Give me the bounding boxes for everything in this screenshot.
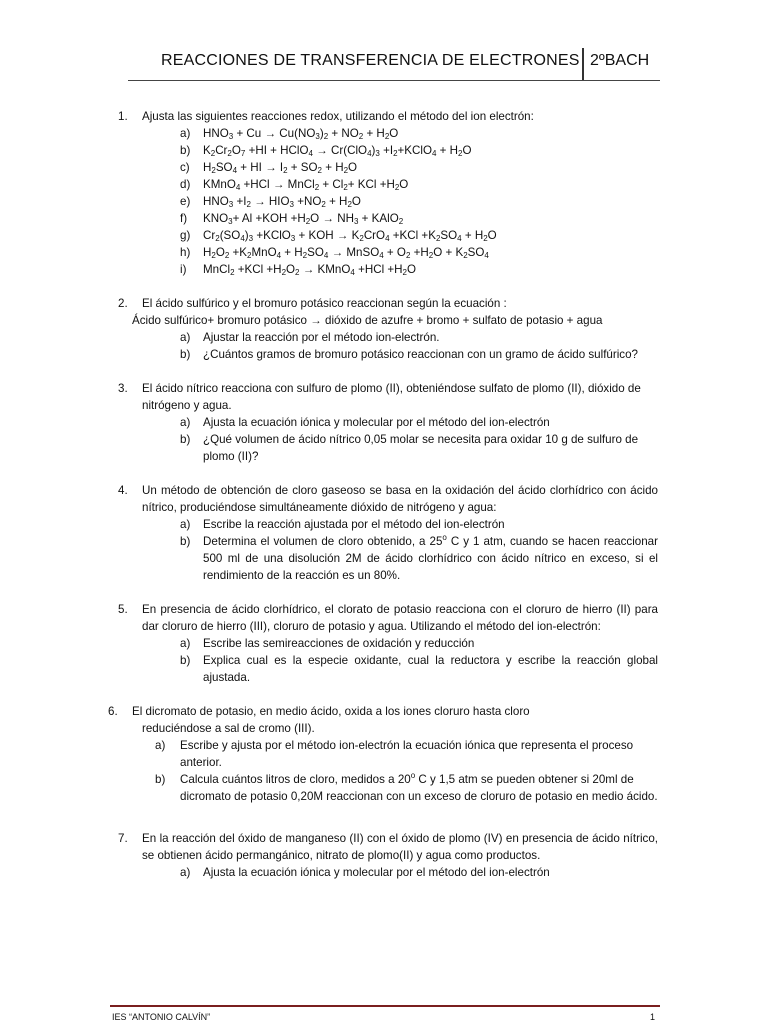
question-6	[0, 703, 768, 805]
header-course: 2ºBACH	[590, 52, 650, 69]
exercise-list	[0, 108, 768, 898]
footer-rule	[110, 1005, 660, 1007]
chemical-equation: $K_2Cr_2O_7 +HI$ + HClO$_4$ → $Cr(ClO_4)_3$ $+I_2+KClO_4 + H_2O$	[203, 144, 472, 158]
question-5	[0, 601, 768, 686]
reaction-item: g) $Cr_2(SO_4)_3$ +KClO$_3$ + KOH → $K_2CrO_4 +KCl +K_2SO_4 + H_2O$	[180, 229, 497, 243]
page-number: 1	[650, 1012, 656, 1022]
question-text: En la reacción del óxido de manganeso (II) con el óxido de plomo (IV) en presencia de ácido nítrico, se obtienen ácido permangánico, nitrato de plomo(II) y agua como productos.	[142, 832, 658, 862]
question-number: 2.	[118, 297, 128, 310]
question-2	[0, 295, 768, 363]
reaction-item: i) MnCl$_2$ $+KCl +H_2O_2$ → KMnO$_4$ $+HCl +H_2O$	[180, 263, 417, 277]
subquestion-a: a) Escribe las semireacciones de oxidación y reducción	[180, 637, 475, 650]
reaction-item: f) $KNO_3+ Al +KOH +H_2O \to NH_3$ + KAlO$_2$	[180, 212, 404, 226]
chemical-equation: $HNO_3 +I_2 \to HIO_3 +NO_2 + H_2O$	[203, 195, 361, 209]
question-3	[0, 380, 768, 465]
subquestion-a: a) Ajustar la reacción por el método ion-electrón.	[180, 331, 440, 344]
footer-school: IES “ANTONIO CALVÍN”	[112, 1012, 211, 1022]
question-text: El ácido nítrico reacciona con sulfuro de plomo (II), obteniéndose sulfato de plomo (II), dióxido de nitrógeno y agua.	[142, 382, 641, 412]
subquestion-b: b) ¿Qué volumen de ácido nítrico 0,05 molar se necesita para oxidar 10 g de sulfuro de plomo (II)?	[180, 433, 639, 463]
reaction-item: b) $K_2Cr_2O_7 +HI$ + HClO$_4$ → $Cr(ClO_4)_3$ $+I_2+KClO_4 + H_2O$	[180, 144, 472, 158]
question-7	[0, 830, 768, 881]
question-text: Un método de obtención de cloro gaseoso se basa en la oxidación del ácido clorhídrico con ácido nítrico, produciéndose simultáneamente dióxido de nitrógeno y agua:	[142, 484, 658, 514]
header-separator	[582, 48, 584, 80]
question-text: El dicromato de potasio, en medio ácido, oxida a los iones cloruro hasta cloro	[132, 705, 530, 718]
question-text: El ácido sulfúrico y el bromuro potásico reaccionan según la ecuación :	[142, 297, 507, 310]
chemical-equation: $H_2O_2 +K_2MnO_4 + H_2SO_4$ → MnSO$_4$ + $O_2 +H_2O + K_2SO_4$	[203, 246, 489, 260]
reaction-list	[0, 125, 768, 278]
word-equation: Ácido sulfúrico+ bromuro potásico → dióxido de azufre + bromo + sulfato de potasio + agua	[132, 314, 603, 327]
question-number: 7.	[118, 832, 128, 845]
question-text: Ajusta las siguientes reacciones redox, utilizando el método del ion electrón:	[142, 110, 534, 123]
subquestion-b: b) ¿Cuántos gramos de bromuro potásico reaccionan con un gramo de ácido sulfúrico?	[180, 348, 639, 361]
question-number: 5.	[118, 603, 128, 616]
chemical-equation: $H_2SO_4$ + HI → $I_2 + SO_2 + H_2O$	[203, 161, 358, 175]
question-1	[0, 108, 768, 278]
subquestion-b: b) Calcula cuántos litros de cloro, medidos a 20$^o$ C y 1,5 atm se pueden obtener si 20ml de dicromato de potasio 0,20M reaccionan con un exceso de cloruro de potasio en medio ácido.	[155, 771, 658, 803]
header-title: REACCIONES DE TRANSFERENCIA DE ELECTRONES	[161, 52, 580, 69]
question-4	[0, 482, 768, 584]
question-number: 4.	[118, 484, 128, 497]
subquestion-a: a) Ajusta la ecuación iónica y molecular por el método del ion-electrón	[180, 866, 550, 879]
reaction-item: h) $H_2O_2 +K_2MnO_4 + H_2SO_4$ → MnSO$_4$ + $O_2 +H_2O + K_2SO_4$	[180, 246, 489, 260]
reaction-item: d) KMnO$_4$ +HCl → MnCl$_2$ + $Cl_2+$ KCl $+H_2O$	[180, 178, 409, 192]
question-text: En presencia de ácido clorhídrico, el clorato de potasio reacciona con el cloruro de hierro (II) para dar cloruro de hierro (III), cloruro de potasio y agua. Utilizando el método del ion-electrón:	[142, 603, 658, 633]
reaction-item: e) $HNO_3 +I_2 \to HIO_3 +NO_2 + H_2O$	[180, 195, 361, 209]
chemical-equation: $HNO_3 + Cu \to Cu(NO_3)_2 + NO_2 + H_2O$	[203, 127, 399, 141]
page-header	[128, 46, 660, 81]
reaction-item: c) $H_2SO_4$ + HI → $I_2 + SO_2 + H_2O$	[180, 161, 358, 175]
chemical-equation: MnCl$_2$ $+KCl +H_2O_2$ → KMnO$_4$ $+HCl +H_2O$	[203, 263, 417, 277]
chemical-equation: KMnO$_4$ +HCl → MnCl$_2$ + $Cl_2+$ KCl $+H_2O$	[203, 178, 409, 192]
question-text-continued: reduciéndose a sal de cromo (III).	[142, 722, 315, 735]
question-number: 6.	[108, 705, 118, 718]
subquestion-a: a) Escribe la reacción ajustada por el método del ion-electrón	[180, 518, 505, 531]
subquestion-b: b) Explica cual es la especie oxidante, cual la reductora y escribe la reacción global ajustada.	[180, 654, 658, 684]
chemical-equation: $Cr_2(SO_4)_3$ +KClO$_3$ + KOH → $K_2CrO_4 +KCl +K_2SO_4 + H_2O$	[203, 229, 497, 243]
reaction-item: a) $HNO_3 + Cu \to Cu(NO_3)_2 + NO_2 + H_2O$	[180, 127, 399, 141]
subquestion-a: a) Ajusta la ecuación iónica y molecular por el método del ion-electrón	[180, 416, 550, 429]
question-number: 3.	[118, 382, 128, 395]
chemical-equation: $KNO_3+ Al +KOH +H_2O \to NH_3$ + KAlO$_2$	[203, 212, 404, 226]
subquestion-b: b) Determina el volumen de cloro obtenido, a 25$^o$ C y 1 atm, cuando se hacen reaccionar 500 ml de una disolución 2M de ácido clorhídrico con ácido nítrico en exceso, si el rendimiento de la reacción es un 80%.	[180, 533, 658, 582]
subquestion-a: a) Escribe y ajusta por el método ion-electrón la ecuación iónica que representa el proceso anterior.	[155, 739, 634, 769]
question-number: 1.	[118, 110, 128, 123]
